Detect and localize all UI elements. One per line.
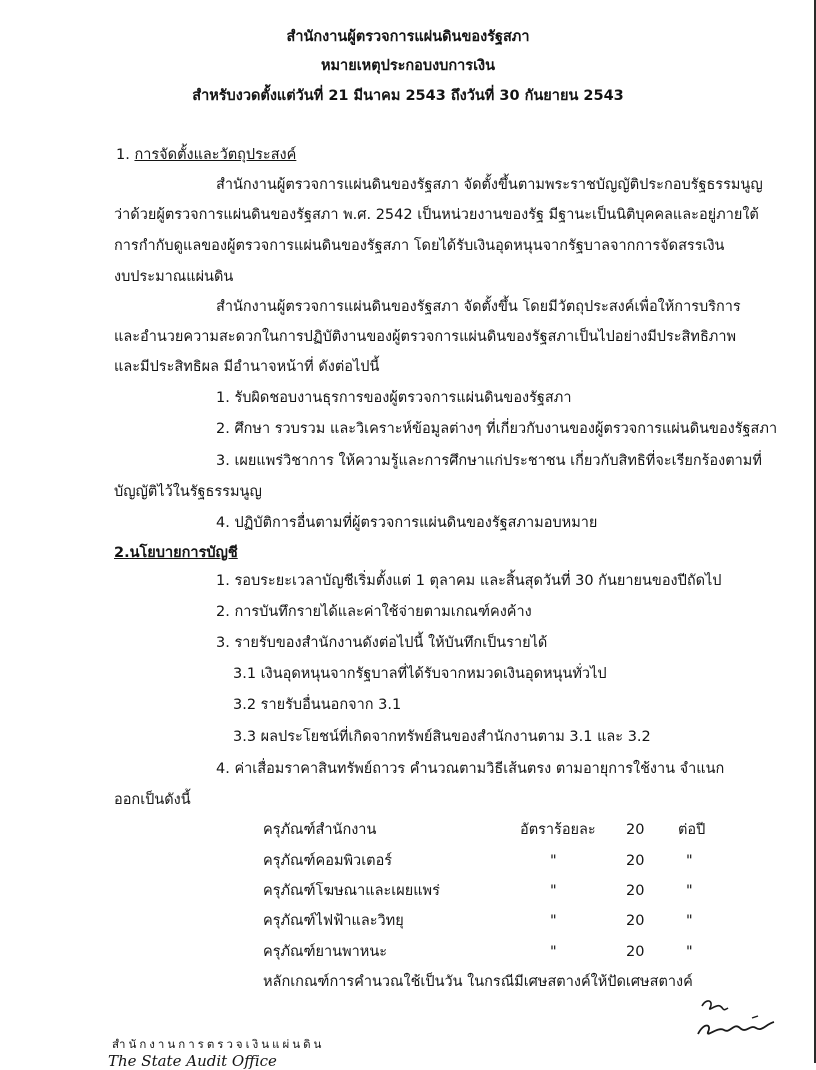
footer-english-name: The State Audit Office bbox=[108, 1052, 277, 1070]
policy-item-4: 4. ค่าเสื่อมราคาสินทรัพย์ถาวร คำนวณตามวิธีเส้นตรง ตามอายุการใช้งาน จำแนก bbox=[216, 761, 725, 777]
rate-period: " bbox=[686, 883, 693, 899]
section1-title: การจัดตั้งและวัตถุประสงค์ bbox=[134, 147, 297, 163]
duty-item-1: 1. รับผิดชอบงานธุรการของผู้ตรวจการแผ่นดินของรัฐสภา bbox=[216, 390, 572, 406]
policy-item-1: 1. รอบระยะเวลาบัญชีเริ่มตั้งแต่ 1 ตุลาคม และสิ้นสุดวันที่ 30 กันยายนของปีถัดไป bbox=[216, 573, 722, 589]
section1-para2-line1: สำนักงานผู้ตรวจการแผ่นดินของรัฐสภา จัดตั้งขึ้น โดยมีวัตถุประสงค์เพื่อให้การบริการ bbox=[216, 299, 741, 315]
footer-organization: สำนักงานการตรวจเงินแผ่นดิน bbox=[112, 1037, 325, 1051]
policy-subitem-3-1: 3.1 เงินอุดหนุนจากรัฐบาลที่ได้รับจากหมวดเงินอุดหนุนทั่วไป bbox=[233, 666, 607, 682]
duty-item-4: 4. ปฏิบัติการอื่นตามที่ผู้ตรวจการแผ่นดินของรัฐสภามอบหมาย bbox=[216, 515, 598, 531]
section2-heading bbox=[114, 543, 238, 563]
rate-label: " bbox=[550, 913, 557, 929]
rate-value: 20 bbox=[626, 913, 645, 929]
rate-label: " bbox=[550, 853, 557, 869]
section2-number: 2. bbox=[114, 545, 130, 561]
rate-value: 20 bbox=[626, 883, 645, 899]
handwritten-signature bbox=[694, 996, 784, 1050]
asset-name: ครุภัณฑ์ไฟฟ้าและวิทยุ bbox=[263, 913, 404, 929]
header-period: สำหรับงวดตั้งแต่วันที่ 21 มีนาคม 2543 ถึงวันที่ 30 กันยายน 2543 bbox=[192, 88, 624, 104]
section1-para1-line2: ว่าด้วยผู้ตรวจการแผ่นดินของรัฐสภา พ.ศ. 2542 เป็นหน่วยงานของรัฐ มีฐานะเป็นนิติบุคคลและอยู่ภายใต้ bbox=[114, 207, 759, 223]
header-org-title: สำนักงานผู้ตรวจการแผ่นดินของรัฐสภา bbox=[286, 29, 530, 45]
asset-name: ครุภัณฑ์โฆษณาและเผยแพร่ bbox=[263, 883, 440, 899]
policy-subitem-3-3: 3.3 ผลประโยชน์ที่เกิดจากทรัพย์สินของสำนักงานตาม 3.1 และ 3.2 bbox=[233, 729, 651, 745]
section1-number: 1. bbox=[116, 147, 130, 163]
rate-period: " bbox=[686, 853, 693, 869]
header-document-title: หมายเหตุประกอบงบการเงิน bbox=[320, 58, 496, 74]
rate-value: 20 bbox=[626, 853, 645, 869]
rate-period: " bbox=[686, 944, 693, 960]
section1-heading bbox=[116, 145, 296, 165]
duty-item-3: 3. เผยแพร่วิชาการ ให้ความรู้และการศึกษาแก่ประชาชน เกี่ยวกับสิทธิที่จะเรียกร้องตามที่ bbox=[216, 453, 762, 469]
policy-subitem-3-2: 3.2 รายรับอื่นนอกจาก 3.1 bbox=[233, 697, 402, 713]
duty-item-2: 2. ศึกษา รวบรวม และวิเคราะห์ข้อมูลต่างๆ ที่เกี่ยวกับงานของผู้ตรวจการแผ่นดินของรัฐสภา bbox=[216, 421, 778, 437]
section2-title: นโยบายการบัญชี bbox=[129, 545, 238, 561]
calculation-note: หลักเกณฑ์การคำนวณใช้เป็นวัน ในกรณีมีเศษสตางค์ให้ปัดเศษสตางค์ bbox=[263, 974, 693, 990]
rate-label: " bbox=[550, 944, 557, 960]
rate-label: อัตราร้อยละ bbox=[520, 822, 596, 838]
asset-name: ครุภัณฑ์ยานพาหนะ bbox=[263, 944, 388, 960]
section1-para1-line1: สำนักงานผู้ตรวจการแผ่นดินของรัฐสภา จัดตั้งขึ้นตามพระราชบัญญัติประกอบรัฐธรรมนูญ bbox=[216, 177, 763, 193]
rate-value: 20 bbox=[626, 822, 645, 838]
rate-value: 20 bbox=[626, 944, 645, 960]
section1-para2-line2: และอำนวยความสะดวกในการปฏิบัติงานของผู้ตรวจการแผ่นดินของรัฐสภาเป็นไปอย่างมีประสิทธิภาพ bbox=[114, 329, 737, 345]
policy-item-4-continued: ออกเป็นดังนี้ bbox=[114, 792, 191, 808]
asset-name: ครุภัณฑ์คอมพิวเตอร์ bbox=[263, 853, 393, 869]
policy-item-3: 3. รายรับของสำนักงานดังต่อไปนี้ ให้บันทึกเป็นรายได้ bbox=[216, 635, 548, 651]
section1-para2-line3: และมีประสิทธิผล มีอำนาจหน้าที่ ดังต่อไปนี้ bbox=[114, 359, 380, 375]
asset-name: ครุภัณฑ์สำนักงาน bbox=[263, 822, 377, 838]
rate-period: ต่อปี bbox=[678, 822, 706, 838]
section1-para1-line4: งบประมาณแผ่นดิน bbox=[114, 269, 234, 285]
rate-label: " bbox=[550, 883, 557, 899]
duty-item-3-continued: บัญญัติไว้ในรัฐธรรมนูญ bbox=[114, 484, 262, 500]
section1-para1-line3: การกำกับดูแลของผู้ตรวจการแผ่นดินของรัฐสภา โดยได้รับเงินอุดหนุนจากรัฐบาลจากการจัดสรรเงิน bbox=[114, 238, 725, 254]
signature-icon bbox=[694, 996, 784, 1046]
rate-period: " bbox=[686, 913, 693, 929]
policy-item-2: 2. การบันทึกรายได้และค่าใช้จ่ายตามเกณฑ์คงค้าง bbox=[216, 604, 532, 620]
